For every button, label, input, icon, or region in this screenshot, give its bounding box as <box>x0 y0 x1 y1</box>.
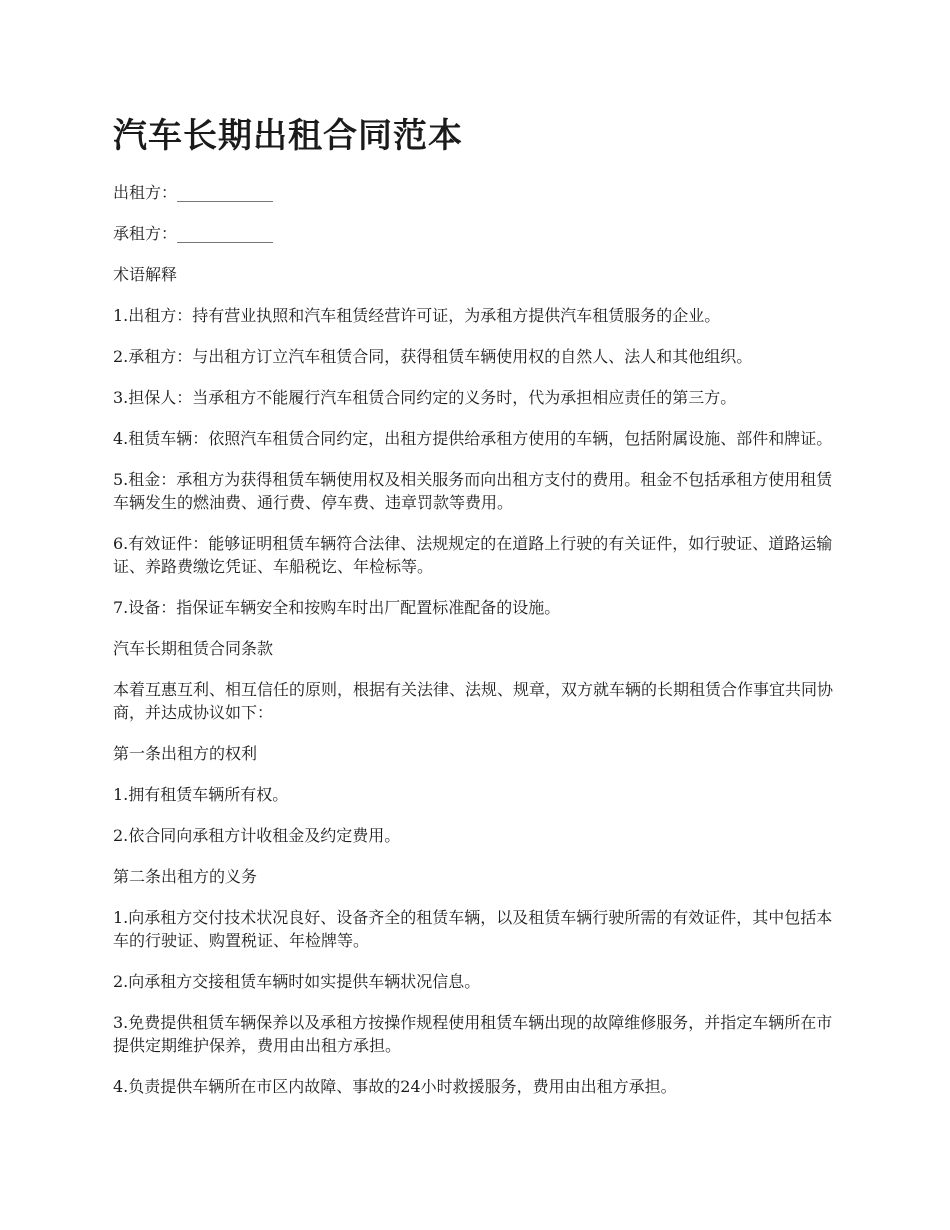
article-heading: 第二条出租方的义务 <box>113 867 258 886</box>
clause-paragraph: 1.拥有租赁车辆所有权。 <box>113 785 289 804</box>
clause-paragraph: 3.免费提供租赁车辆保养以及承租方按操作规程使用租赁车辆出现的故障维修服务，并指定车辆所在市提供定期维护保养，费用由出租方承担。 <box>113 1013 833 1055</box>
article-heading: 第一条出租方的权利 <box>113 744 258 763</box>
term-paragraph: 2.承租方：与出租方订立汽车租赁合同，获得租赁车辆使用权的自然人、法人和其他组织。 <box>113 347 753 366</box>
document-page <box>113 112 848 1116</box>
section-heading-terms: 术语解释 <box>113 265 178 284</box>
lessor-line: 出租方：____________ <box>113 183 274 202</box>
clause-paragraph: 4.负责提供车辆所在市区内故障、事故的24小时救援服务，费用由出租方承担。 <box>113 1077 677 1096</box>
term-paragraph: 1.出租方：持有营业执照和汽车租赁经营许可证，为承租方提供汽车租赁服务的企业。 <box>113 306 721 325</box>
term-paragraph: 5.租金：承租方为获得租赁车辆使用权及相关服务而向出租方支付的费用。租金不包括承租方使用租赁车辆发生的燃油费、通行费、停车费、违章罚款等费用。 <box>113 470 833 512</box>
preamble-paragraph: 本着互惠互利、相互信任的原则，根据有关法律、法规、规章，双方就车辆的长期租赁合作事宜共同协商，并达成协议如下： <box>113 680 834 722</box>
clause-paragraph: 1.向承租方交付技术状况良好、设备齐全的租赁车辆，以及租赁车辆行驶所需的有效证件，其中包括本车的行驶证、购置税证、年检牌等。 <box>113 908 833 950</box>
term-paragraph: 3.担保人：当承租方不能履行汽车租赁合同约定的义务时，代为承担相应责任的第三方。 <box>113 388 737 407</box>
term-paragraph: 6.有效证件：能够证明租赁车辆符合法律、法规规定的在道路上行驶的有关证件，如行驶证、道路运输证、养路费缴讫凭证、车船税讫、年检标等。 <box>113 534 833 576</box>
clause-paragraph: 2.向承租方交接租赁车辆时如实提供车辆状况信息。 <box>113 972 481 991</box>
lessee-line: 承租方：____________ <box>113 224 274 243</box>
clause-paragraph: 2.依合同向承租方计收租金及约定费用。 <box>113 826 401 845</box>
document-title: 汽车长期出租合同范本 <box>113 116 463 156</box>
term-paragraph: 7.设备：指保证车辆安全和按购车时出厂配置标准配备的设施。 <box>113 598 561 617</box>
term-paragraph: 4.租赁车辆：依照汽车租赁合同约定，出租方提供给承租方使用的车辆，包括附属设施、部件和牌证。 <box>113 429 833 448</box>
section-heading-clauses: 汽车长期租赁合同条款 <box>113 639 274 658</box>
